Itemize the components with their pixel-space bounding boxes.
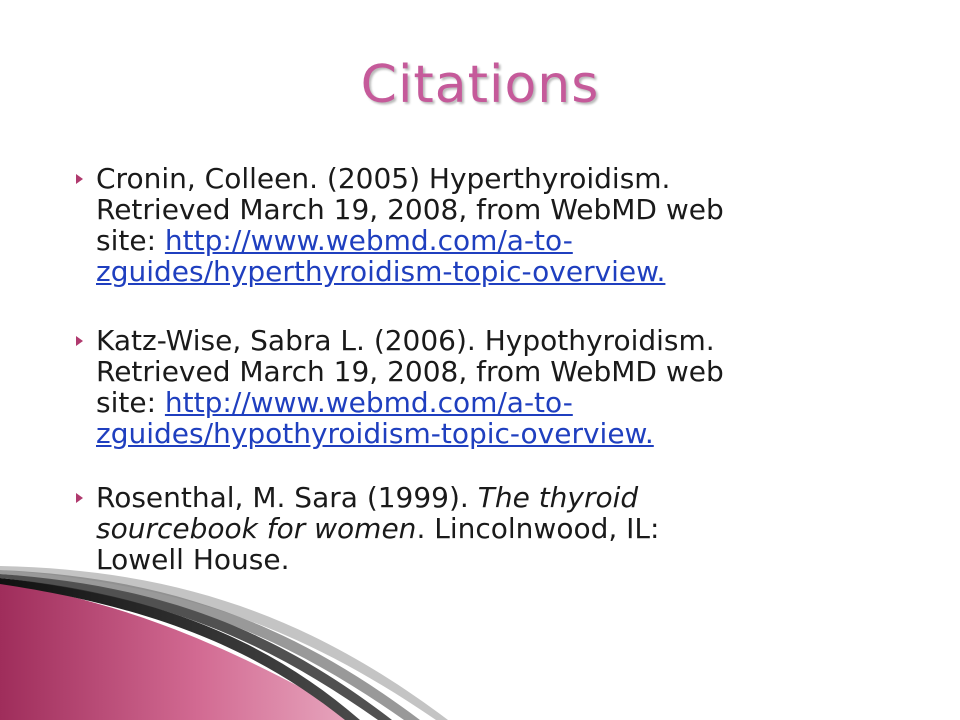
citation-link[interactable]: http://www.webmd.com/a-to-: [164, 386, 573, 419]
citation-text: Katz-Wise, Sabra L. (2006). Hypothyroidism.: [96, 324, 715, 357]
citation-text: site:: [96, 386, 165, 419]
citation-link[interactable]: zguides/hypothyroidism-topic-overview.: [96, 417, 654, 450]
citation-text: [96, 387, 896, 418]
citation-text: [96, 256, 896, 287]
citation-title-italic: sourcebook for women: [96, 512, 417, 545]
citation-text: [96, 513, 896, 544]
bullet-arrow-icon: [76, 174, 83, 184]
citation-text: [96, 418, 896, 449]
slide-title: Citations: [360, 55, 600, 115]
bullet-arrow-icon: [76, 493, 83, 503]
citation-link[interactable]: zguides/hyperthyroidism-topic-overview.: [96, 255, 666, 288]
citation-text: Rosenthal, M. Sara (1999).: [96, 481, 478, 514]
citation-text: Lowell House.: [96, 543, 290, 576]
citation-text: Retrieved March 19, 2008, from WebMD web: [96, 193, 724, 226]
citation-text: [96, 225, 896, 256]
citation-text: site:: [96, 224, 165, 257]
bullet-arrow-icon: [76, 336, 83, 346]
citation-title-italic: The thyroid: [477, 481, 639, 514]
decorative-swoosh: [0, 560, 960, 720]
citation-item: [96, 163, 896, 287]
citation-text: Cronin, Colleen. (2005) Hyperthyroidism.: [96, 162, 671, 195]
citation-text: Retrieved March 19, 2008, from WebMD web: [96, 355, 724, 388]
citation-link[interactable]: http://www.webmd.com/a-to-: [164, 224, 573, 257]
citation-text: [96, 482, 896, 513]
citation-text: . Lincolnwood, IL:: [416, 512, 660, 545]
citation-item: [96, 325, 896, 449]
